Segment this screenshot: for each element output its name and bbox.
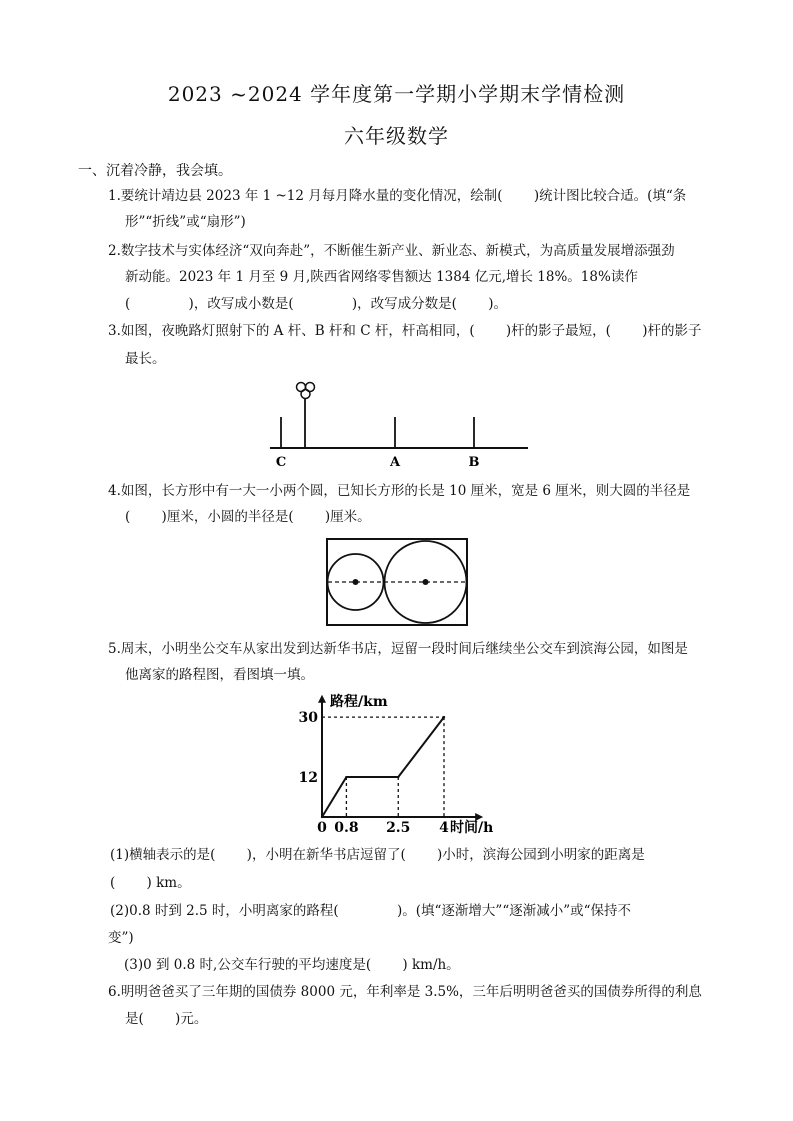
label-c: C — [275, 455, 287, 470]
small-circle-center — [353, 579, 359, 585]
q5-sub1-line-1: (1)横轴表示的是( )，小明在新华书店逗留了( )小时，滨海公园到小明家的距离是 — [110, 847, 645, 863]
x-tick-label-3: 4 — [439, 820, 449, 836]
q2-line-3: ( )，改写成小数是( )，改写成分数是( )。 — [125, 296, 507, 312]
exam-subtitle: 六年级数学 — [344, 124, 449, 148]
route-point-3 — [443, 716, 445, 718]
distance-time-chart — [290, 690, 510, 840]
streetlight-figure — [260, 375, 540, 470]
q2-line-1: 2.数字技术与实体经济“双向奔赴”，不断催生新产业、新业态、新模式，为高质量发展增添强劲 — [108, 243, 675, 259]
y-axis-arrow — [318, 695, 326, 703]
x-tick-label-0: 0 — [317, 820, 327, 836]
exam-title: 2023 ~2024 学年度第一学期小学期末学情检测 — [167, 82, 626, 106]
route-line — [322, 717, 444, 817]
x-tick-label-2: 2.5 — [386, 820, 411, 836]
q5-line-1: 5.周末，小明坐公交车从家出发到达新华书店，逗留一段时间后继续坐公交车到滨海公园，如图是 — [108, 641, 688, 657]
q6-line-1: 6.明明爸爸买了三年期的国债券 8000 元，年利率是 3.5%，三年后明明爸爸买的国债券所得的利息 — [108, 984, 702, 1000]
q1-line-1: 1.要统计靖边县 2023 年 1 ~12 月每月降水量的变化情况，绘制( )统计图比较合适。(填“条 — [108, 188, 687, 204]
q5-line-2: 他离家的路程图，看图填一填。 — [125, 667, 314, 683]
x-tick-label-1: 0.8 — [334, 820, 359, 836]
lamp-bulb-bottom — [301, 390, 310, 399]
rectangle-circles-figure — [325, 537, 470, 629]
q5-sub2-line-1: (2)0.8 时到 2.5 时，小明离家的路程( )。(填“逐渐增大”“逐渐减小”或“保持不 — [110, 903, 632, 919]
large-circle-center — [423, 579, 429, 585]
route-point-1 — [345, 776, 347, 778]
q4-line-2: ( )厘米，小圆的半径是( )厘米。 — [125, 509, 371, 525]
q1-line-2: 形”“折线”或“扇形”) — [125, 214, 246, 230]
q5-sub1-line-2: ( ) km。 — [110, 875, 191, 891]
q6-line-2: 是( )元。 — [125, 1011, 208, 1027]
y-axis-label: 路程/km — [330, 694, 388, 710]
route-point-0 — [321, 816, 323, 818]
y-tick-label-0: 12 — [298, 770, 318, 787]
q3-line-1: 3.如图，夜晚路灯照射下的 A 杆、B 杆和 C 杆，杆高相同，( )杆的影子最短，( )杆的影子 — [108, 323, 702, 339]
q5-sub3-line: (3)0 到 0.8 时,公交车行驶的平均速度是( ) km/h。 — [124, 957, 460, 973]
q4-line-1: 4.如图，长方形中有一大一小两个圆，已知长方形的长是 10 厘米，宽是 6 厘米，则大圆的半径是 — [108, 483, 691, 499]
q2-line-2: 新动能。2023 年 1 月至 9 月,陕西省网络零售额达 1384 亿元,增长 18%。18%读作 — [125, 269, 638, 285]
label-a: A — [389, 455, 401, 470]
y-tick-label-1: 30 — [298, 710, 318, 727]
x-axis-label: 时间/h — [450, 820, 494, 836]
section-heading: 一、沉着冷静，我会填。 — [78, 163, 232, 179]
q3-line-2: 最长。 — [125, 351, 166, 367]
route-point-2 — [397, 776, 399, 778]
label-b: B — [468, 455, 480, 470]
q5-sub2-line-2: 变”) — [108, 930, 134, 946]
